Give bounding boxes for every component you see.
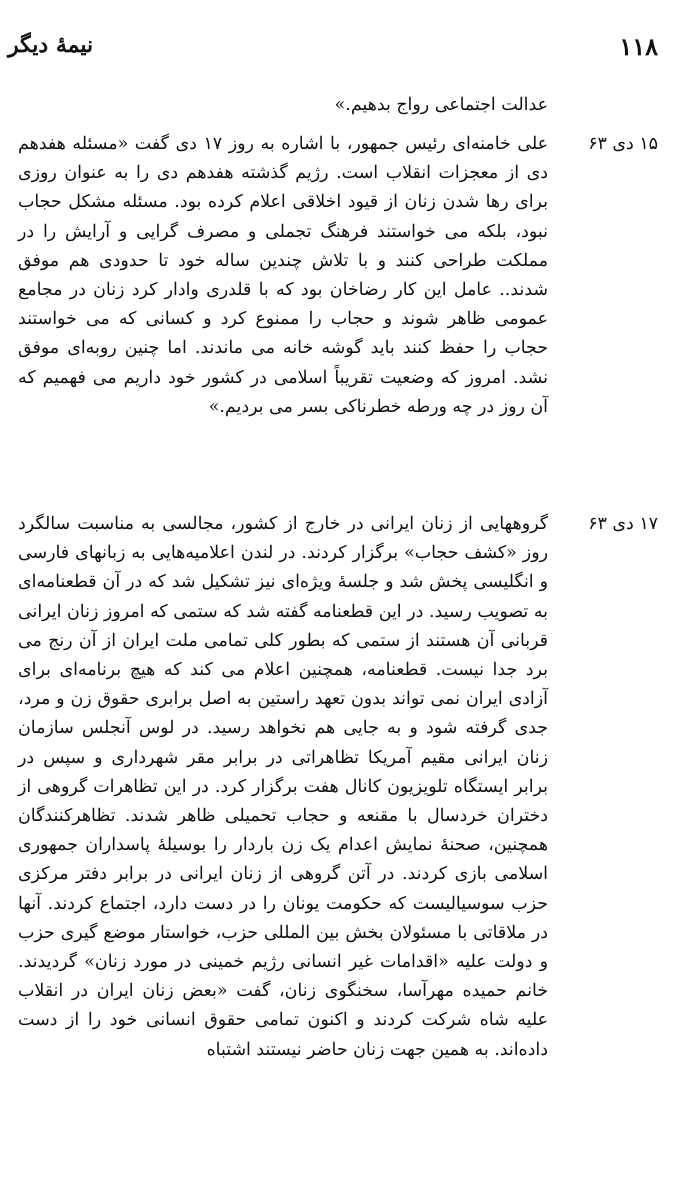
page-header (0, 32, 678, 72)
entry-text: علی خامنه‌ای رئیس جمهور، با اشاره به روز ۱۷ دی گفت «مسئله هفدهم دی از معجزات انقلاب است. رژیم گذشته هفدهم دی را به عنوان روزی برای رها شدن زنان از قیود اخلاقی اعلام کرده بود. مسئله مشکل حجاب نبود، بلکه می خواستند فرهنگ تجملی و مصرف گرایی و آرایش را در مملکت طراحی کنند و با تلاش چندین ساله خود تا حدودی هم موفق شدند.. عامل این کار رضاخان بود که با قلدری وادار کرد زنان در مجامع عمومی ظاهر شوند و حجاب را ممنوع کرد و کسانی که می خواستند حجاب را حفظ کنند باید گوشه خانه می ماندند. اما چنین روبه‌ای موفق نشد. امروز که وضعیت تقریباً اسلامی در کشور خود داریم می فهمیم که آن روز در چه ورطه خطرناکی بسر می بردیم.» (18, 134, 548, 417)
entry-date: ۱۷ دی ۶۳ (588, 514, 658, 534)
continuation-paragraph: عدالت اجتماعی رواج بدهیم.» (334, 95, 548, 115)
running-title: نیمهٔ دیگر (8, 32, 94, 58)
entry-text: گروههایی از زنان ایرانی در خارج از کشور، مجالسی به مناسبت سالگرد روز «کشف حجاب» برگزار کردند. در لندن اعلامیه‌هایی به زبانهای فارسی و انگلیسی پخش شد و جلسهٔ ویژه‌ای نیز تشکیل شد که در آن قطعنامه‌ای به تصویب رسید. در این قطعنامه گفته شد که ستمی که امروز زنان ایرانی قربانی آن هستند از ستمی که بطور کلی تمامی ملت ایران از آن رنج می برد جدا نیست. قطعنامه، همچنین اعلام می کند که هیچ برنامه‌ای برای آزادی ایران نمی تواند بدون تعهد راستین به اصل برابری حقوق زن و مرد، جدی گرفته شود و به جایی هم نخواهد رسید. در لوس آنجلس سازمان زنان ایرانی مقیم آمریکا تظاهراتی در برابر مقر شهرداری و سپس در برابر ایستگاه تلویزیون کانال هفت برگزار کرد. در این تظاهرات گروهی از دختران خردسال با مقنعه و حجاب تحمیلی ظاهر شدند. تظاهرکنندگان همچنین، صحنهٔ نمایش اعدام یک زن باردار را بوسیلهٔ پاسداران جمهوری اسلامی بازی کردند. در آتن گروهی از زنان ایرانی در برابر دفتر مرکزی حزب سوسیالیست که حکومت یونان را در دست دارد، اجتماع کردند. آنها در ملاقاتی با مسئولان بخش بین المللی حزب، خواستار موضع گیری حزب و دولت علیه «اقدامات غیر انسانی رژیم خمینی در مورد زنان» گردیدند. خانم حمیده مهرآسا، سخنگوی زنان، گفت «بعض زنان ایران در انقلاب علیه شاه شرکت کردند و اکنون تمامی حقوق انسانی خود را از دست داده‌اند. به همین جهت زنان حاضر نیستند اشتباه (18, 514, 548, 1060)
entry-date: ۱۵ دی ۶۳ (588, 134, 658, 154)
page-number: ۱۱۸ (619, 32, 658, 61)
